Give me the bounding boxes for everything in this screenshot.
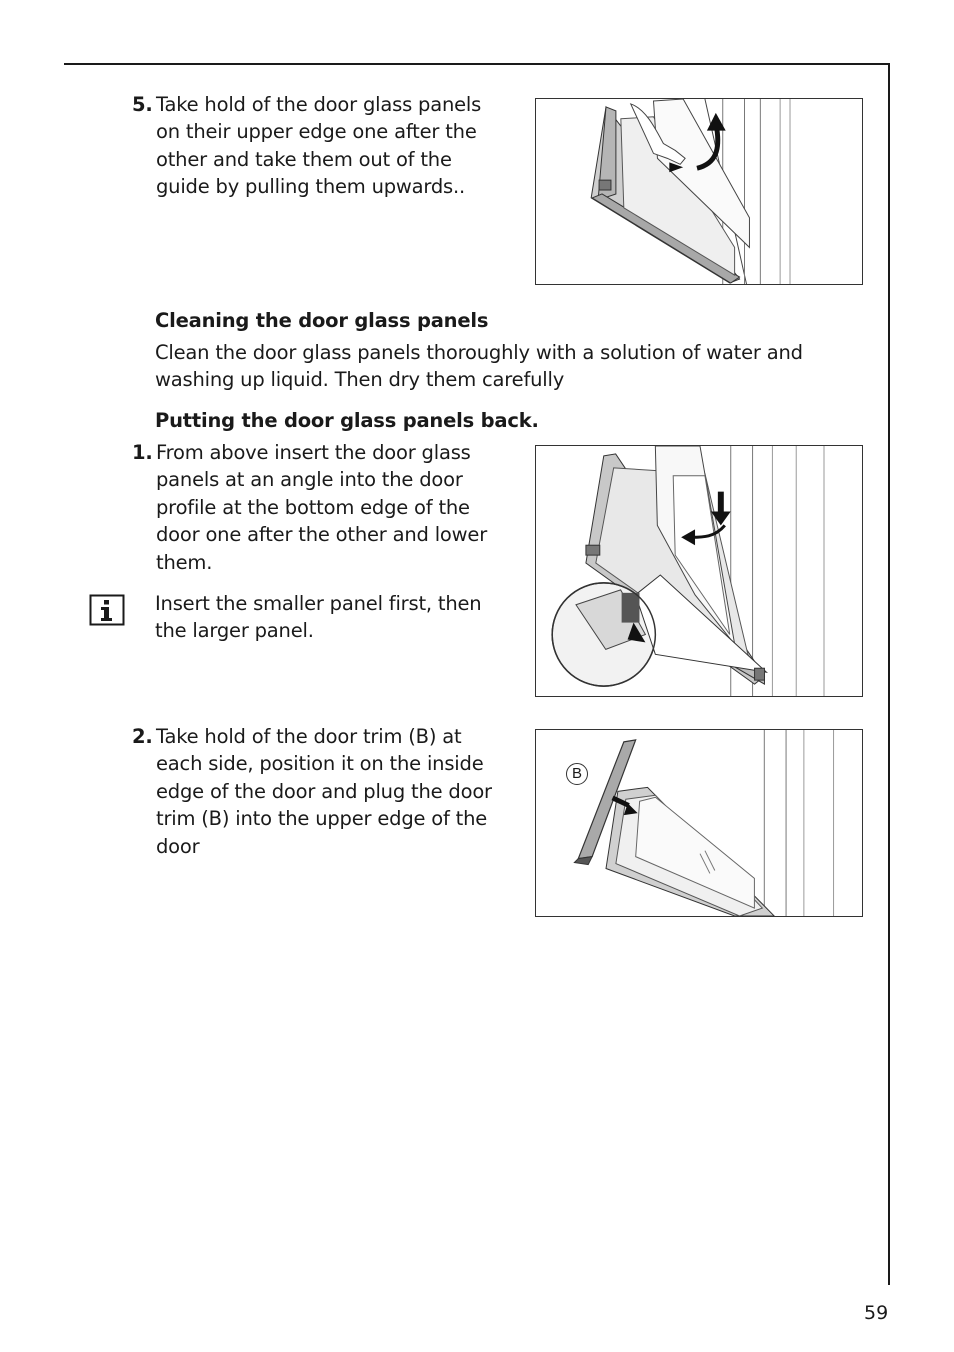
top-rule [64,63,890,65]
info-note: Insert the smaller panel first, then the larger panel. [155,592,482,643]
right-margin-rule [888,63,890,1285]
step-number: 1. [132,441,153,464]
cleaning-text: Clean the door glass panels thoroughly with a solution of water and washing up liquid. Then dry them carefully [155,341,803,392]
figure-door-trim [535,729,863,917]
callout-label-b: B [566,763,588,785]
putting-back-heading: Putting the door glass panels back. [155,409,539,432]
step-number: 2. [132,725,153,748]
cleaning-heading: Cleaning the door glass panels [155,309,489,332]
step-text: Take hold of the door glass panels on their upper edge one after the other and take them out of the guide by pulling them upwards.. [156,93,482,199]
step-number: 5. [132,93,153,116]
figure-remove-glass-panels [535,98,863,285]
figure-insert-glass-panels [535,445,863,697]
step-text: Take hold of the door trim (B) at each side, position it on the inside edge of the door and plug the door trim (B) into the upper edge of the door [156,725,492,858]
step-text: From above insert the door glass panels at an angle into the door profile at the bottom edge of the door one after the other and lower them. [156,441,488,574]
info-icon [89,594,125,626]
page-number: 59 [864,1302,889,1324]
